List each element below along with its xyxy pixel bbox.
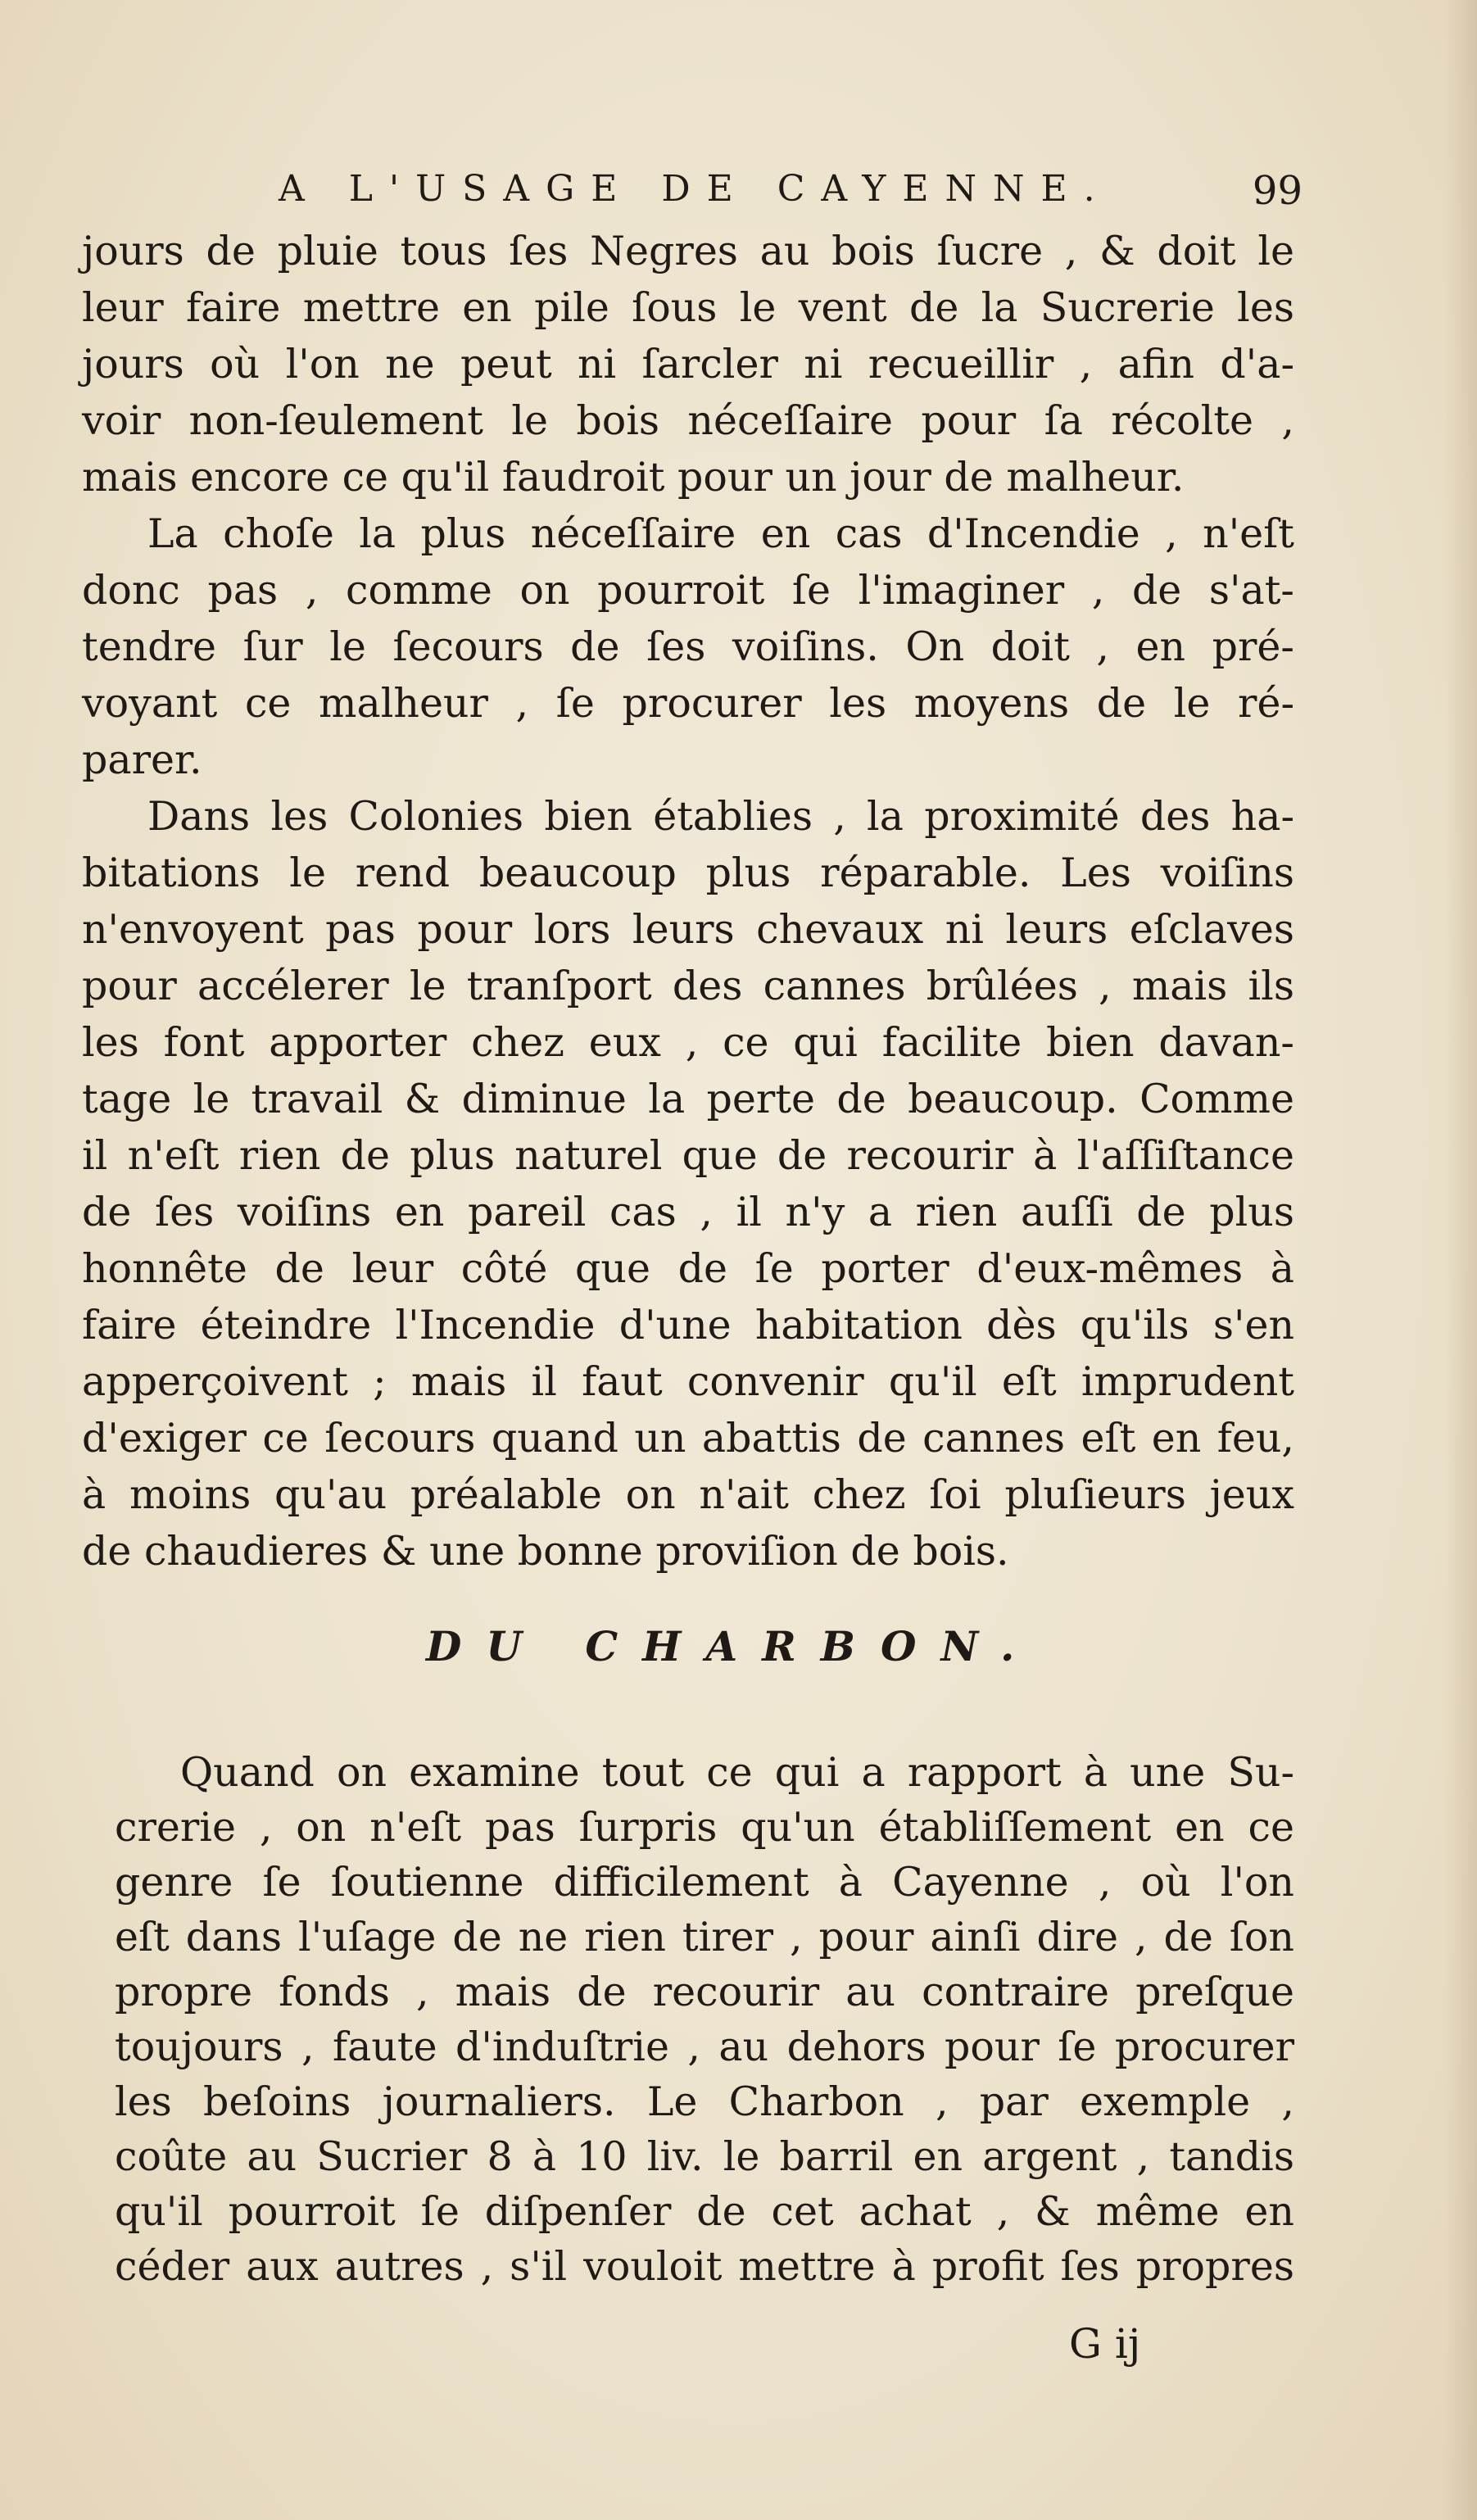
- text-line: jours de pluie tous ſes Negres au bois ſucre , & doit le: [82, 228, 1294, 274]
- text-line: à moins qu'au préalable on n'ait chez ſoi pluſieurs jeux: [82, 1471, 1294, 1518]
- text-line: eſt dans l'uſage de ne rien tirer , pour ainſi dire , de ſon: [115, 1914, 1294, 1960]
- text-line: crerie , on n'eſt pas ſurpris qu'un établiſſement en ce: [115, 1804, 1294, 1851]
- text-line: leur faire mettre en pile ſous le vent de la Sucrerie les: [82, 284, 1294, 331]
- text-line: il n'eſt rien de plus naturel que de recourir à l'aſſiſtance: [82, 1132, 1294, 1179]
- text-line: mais encore ce qu'il faudroit pour un jour de malheur.: [82, 454, 1185, 501]
- text-line: tendre ſur le ſecours de ſes voiſins. On doit , en pré-: [82, 623, 1294, 670]
- text-line: La choſe la plus néceſſaire en cas d'Incendie , n'eſt: [147, 510, 1294, 557]
- text-line: toujours , faute d'induſtrie , au dehors pour ſe procurer: [115, 2024, 1294, 2070]
- text-line: n'envoyent pas pour lors leurs chevaux ni leurs eſclaves: [82, 906, 1294, 953]
- text-line: les beſoins journaliers. Le Charbon , par exemple ,: [115, 2078, 1294, 2125]
- text-line: de chaudieres & une bonne proviſion de bois.: [82, 1528, 1009, 1575]
- text-line: de ſes voiſins en pareil cas , il n'y a rien auſſi de plus: [82, 1189, 1294, 1235]
- running-title: A L'USAGE DE CAYENNE.: [279, 168, 1112, 210]
- text-line: jours où l'on ne peut ni ſarcler ni recueillir , afin d'a-: [82, 341, 1294, 388]
- text-line: Quand on examine tout ce qui a rapport à une Su-: [180, 1749, 1294, 1796]
- text-line: donc pas , comme on pourroit ſe l'imaginer , de s'at-: [82, 567, 1294, 614]
- text-line: bitations le rend beaucoup plus réparable. Les voiſins: [82, 850, 1294, 896]
- running-head: [106, 168, 1303, 217]
- signature-mark: G ij: [1069, 2320, 1141, 2368]
- text-line: les font apporter chez eux , ce qui facilite bien davan-: [82, 1019, 1294, 1066]
- text-line: genre ſe ſoutienne difficilement à Cayenne , où l'on: [115, 1859, 1294, 1906]
- section-title: DU CHARBON.: [426, 1622, 1040, 1670]
- page-edge-shadow: [1444, 0, 1477, 2520]
- page-number: 99: [1252, 168, 1303, 214]
- text-line: apperçoivent ; mais il faut convenir qu'il eſt imprudent: [82, 1358, 1294, 1405]
- text-line: céder aux autres , s'il vouloit mettre à profit ſes propres: [115, 2243, 1294, 2290]
- text-line: faire éteindre l'Incendie d'une habitation dès qu'ils s'en: [82, 1302, 1294, 1348]
- text-line: coûte au Sucrier 8 à 10 liv. le barril en argent , tandis: [115, 2133, 1294, 2180]
- text-line: Dans les Colonies bien établies , la proximité des ha-: [147, 793, 1294, 840]
- body-text-block-2: [115, 1745, 1294, 2294]
- body-text-block-1: [82, 223, 1294, 1580]
- text-line: voir non-ſeulement le bois néceſſaire pour ſa récolte ,: [82, 397, 1294, 444]
- text-line: honnête de leur côté que de ſe porter d'eux-mêmes à: [82, 1245, 1294, 1292]
- text-line: parer.: [82, 737, 202, 783]
- text-line: d'exiger ce ſecours quand un abattis de cannes eſt en feu,: [82, 1415, 1294, 1462]
- text-line: voyant ce malheur , ſe procurer les moyens de le ré-: [82, 680, 1294, 727]
- text-line: propre fonds , mais de recourir au contraire preſque: [115, 1969, 1294, 2015]
- text-line: pour accélerer le tranſport des cannes brûlées , mais ils: [82, 963, 1294, 1009]
- text-line: qu'il pourroit ſe diſpenſer de cet achat , & même en: [115, 2188, 1294, 2235]
- text-line: tage le travail & diminue la perte de beaucoup. Comme: [82, 1076, 1294, 1122]
